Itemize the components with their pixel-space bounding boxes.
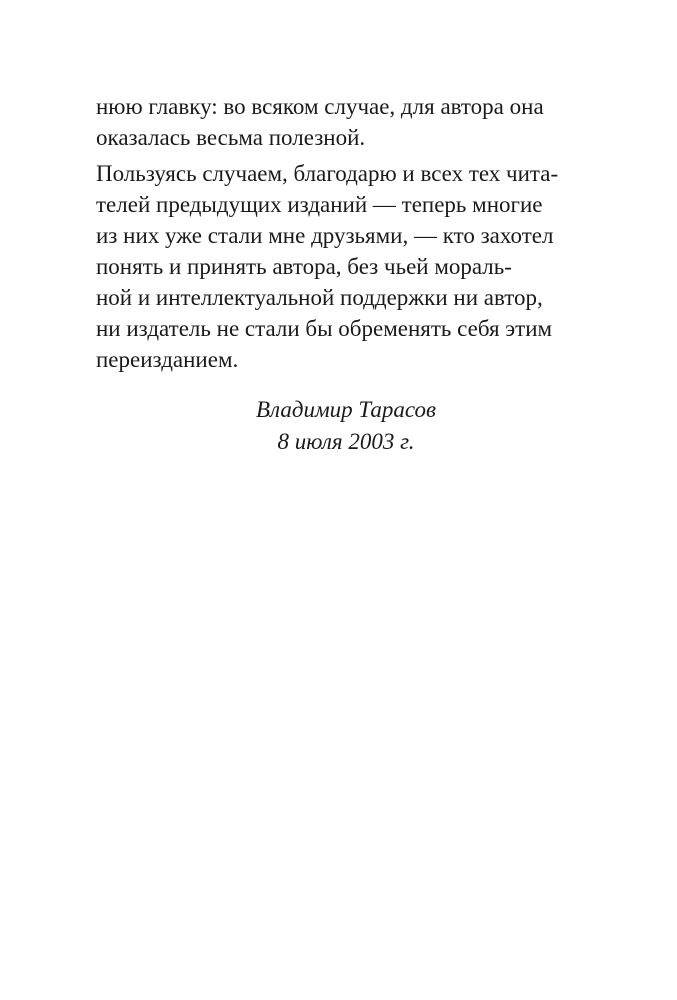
- signature-author: Владимир Тарасов: [255, 397, 436, 422]
- text-line: Пользуясь случаем, благодарю и всех тех чита-: [96, 161, 559, 186]
- text-line: ной и интеллектуальной поддержки ни автор,: [96, 285, 543, 310]
- paragraph-continuation: [96, 91, 596, 153]
- signature-block: [96, 394, 596, 458]
- text-line: нюю главку: во всяком случае, для автора она: [96, 94, 544, 119]
- text-line: оказалась весьма полезной.: [96, 125, 366, 150]
- signature-date: 8 июля 2003 г.: [277, 429, 415, 454]
- text-line: переизданием.: [96, 347, 239, 372]
- text-line: ни издатель не стали бы обременять себя этим: [96, 316, 553, 341]
- text-line: из них уже стали мне друзьями, — кто захотел: [96, 223, 554, 248]
- text-line: понять и принять автора, без чьей мораль-: [96, 254, 512, 279]
- text-line: телей предыдущих изданий — теперь многие: [96, 192, 543, 217]
- paragraph-acknowledgement: [96, 158, 596, 375]
